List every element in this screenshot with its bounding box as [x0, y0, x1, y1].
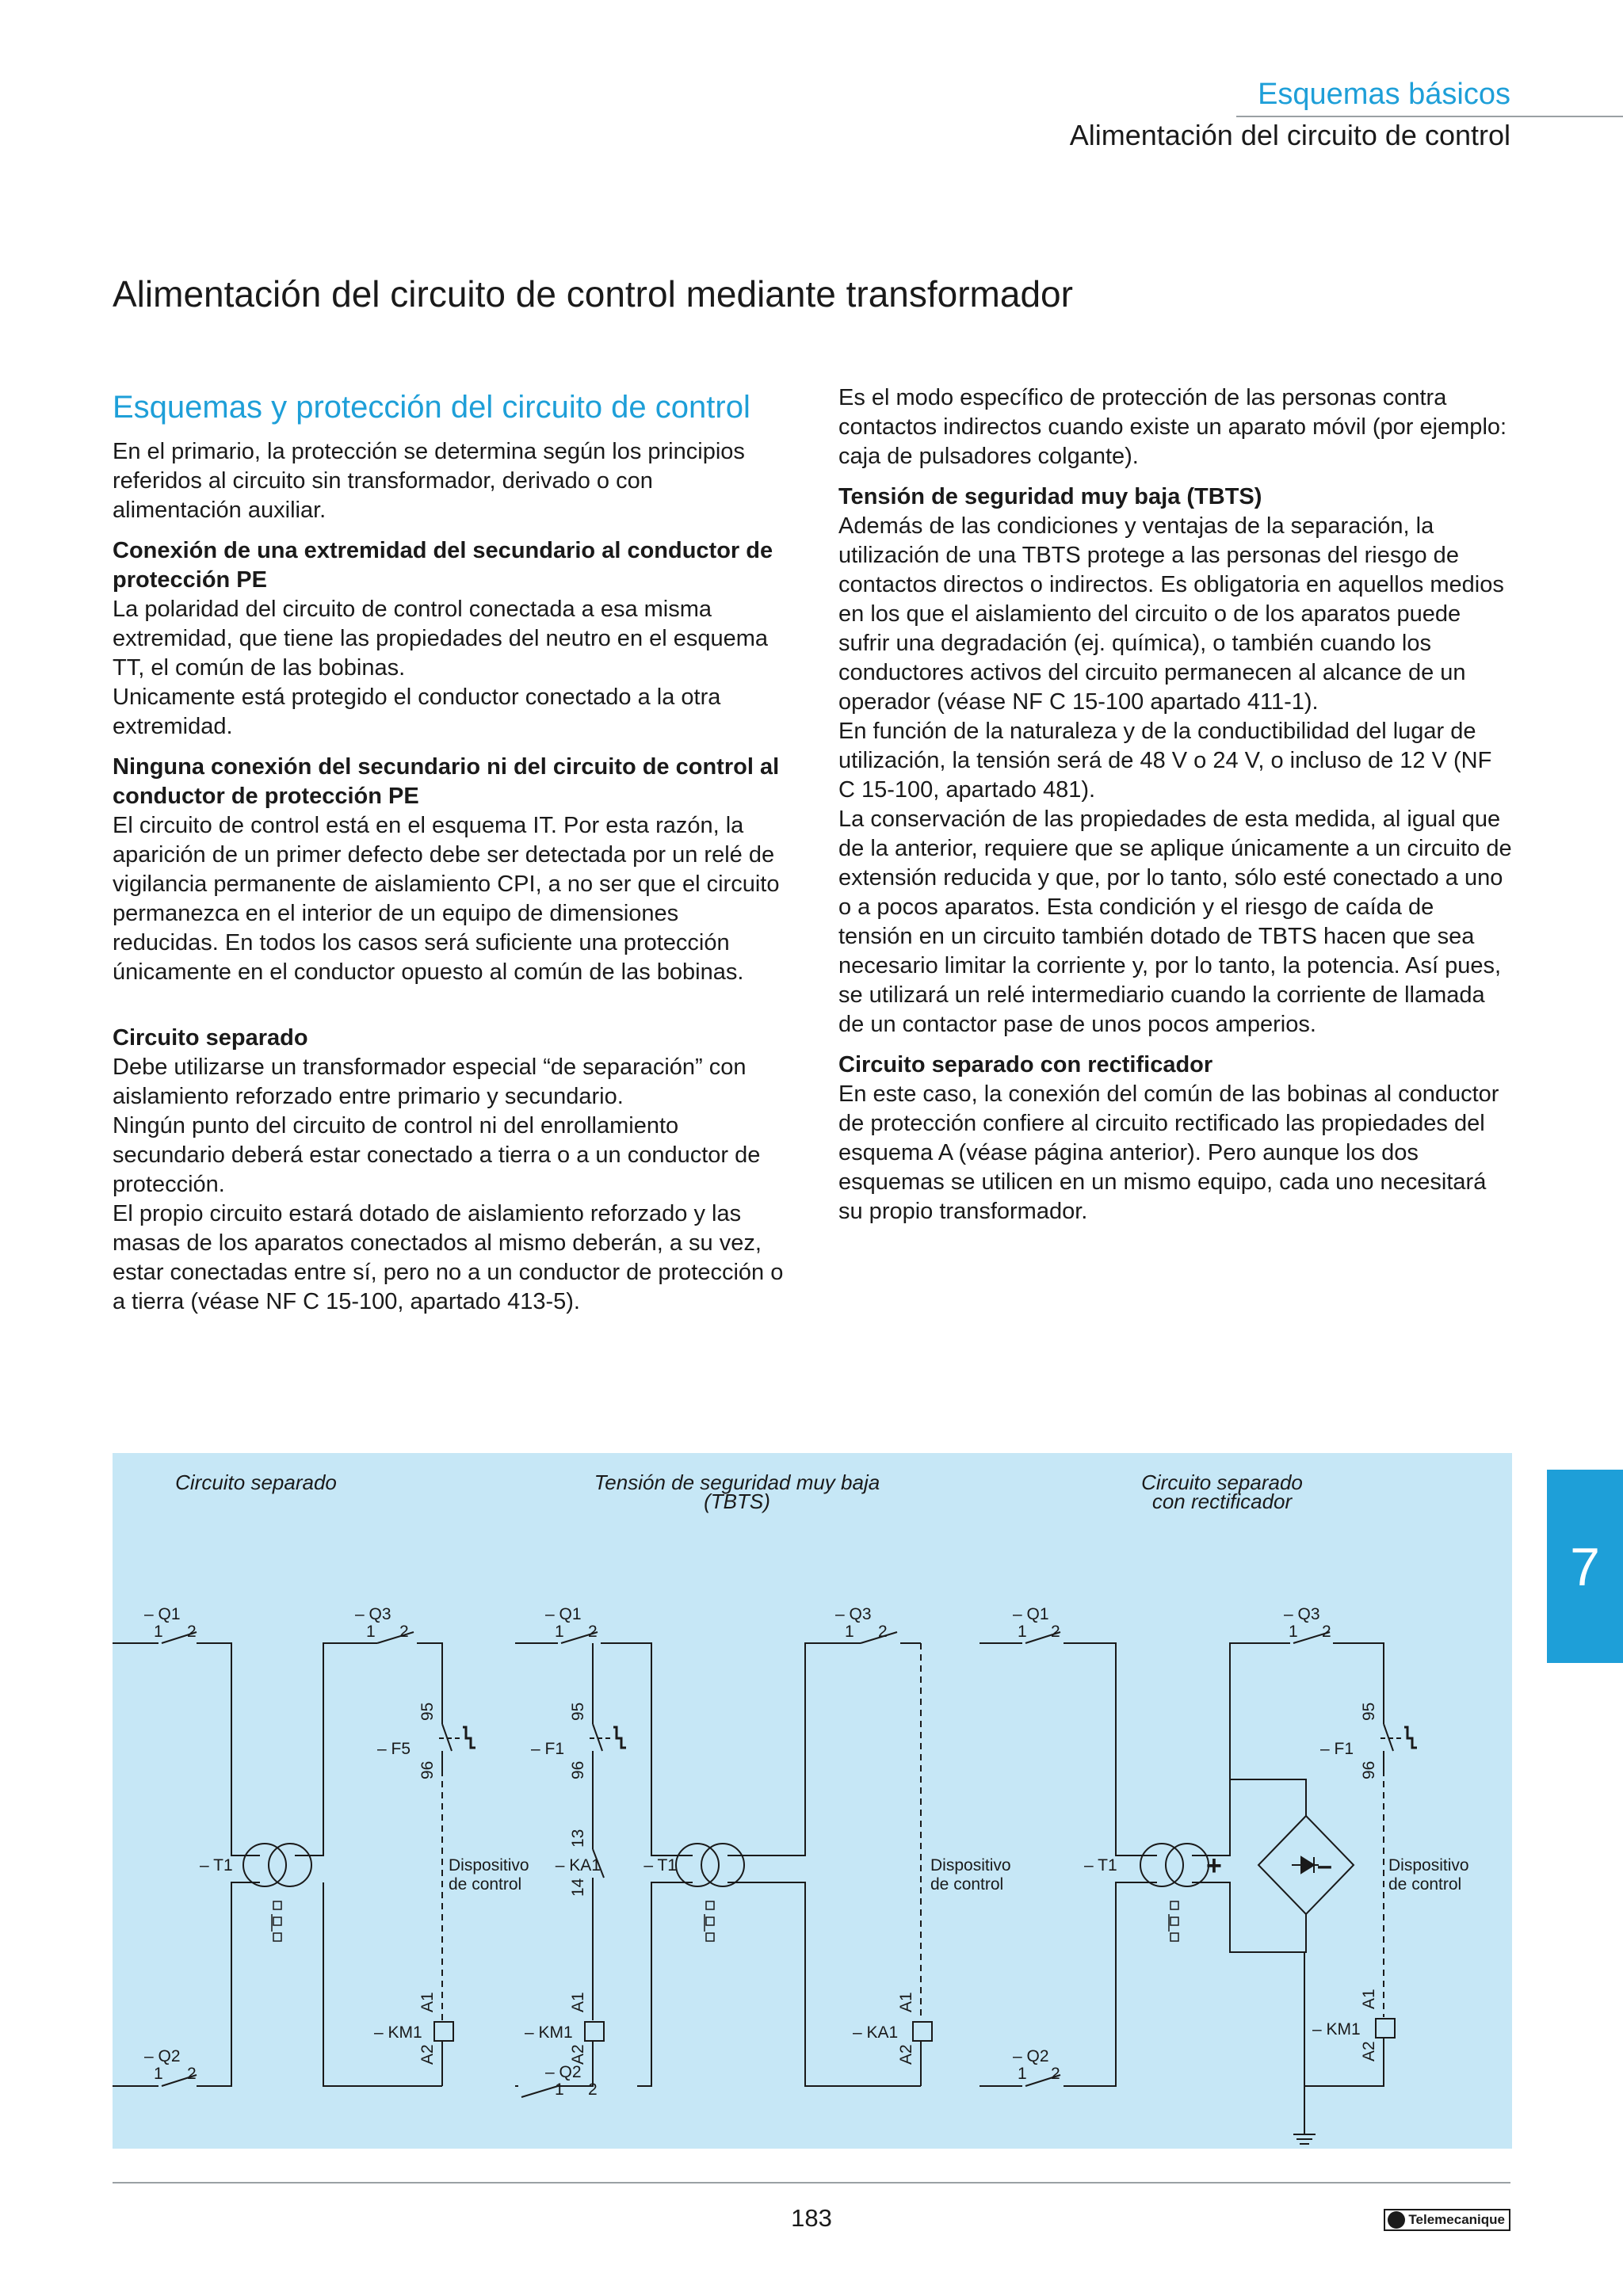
- right-column: [838, 383, 1512, 1226]
- svg-text:1: 1: [555, 2081, 564, 2099]
- paragraph: La polaridad del circuito de control conectada a esa misma extremidad, que tiene las propiedades del neutro en el esquema TT, el común de las bobinas.: [113, 597, 769, 681]
- svg-text:– T1: – T1: [200, 1856, 233, 1875]
- svg-text:–: –: [1317, 1851, 1332, 1881]
- svg-text:– F1: – F1: [531, 1740, 565, 1758]
- svg-text:2: 2: [1051, 1623, 1060, 1641]
- svg-text:2: 2: [588, 2081, 598, 2099]
- svg-text:de control: de control: [1388, 1875, 1462, 1894]
- svg-text:– T1: – T1: [643, 1856, 677, 1875]
- svg-text:– Q2: – Q2: [1013, 2047, 1049, 2065]
- paragraph: La conservación de las propiedades de esta medida, al igual que de la anterior, requiere que se aplique únicamente a un circuito de extensión reducida y que, por lo tanto, sólo esté conectado a uno o a pocos aparatos. Esta condición y el riesgo de caída de tensión en un circuito también dotado de TBTS hacen que sea necesario limitar la corriente y, por lo tanto, la potencia. Así pues, se utilizará un relé intermediario cuando la corriente de llamada de un contactor pase de unos pocos amperios.: [838, 807, 1512, 1037]
- subsection-title: Circuito separado con rectificador: [838, 1052, 1213, 1077]
- diagram-title: Circuito separado: [1141, 1470, 1303, 1494]
- svg-text:de control: de control: [449, 1875, 522, 1894]
- svg-text:1: 1: [845, 1623, 854, 1641]
- section-heading: Esquemas y protección del circuito de control: [113, 390, 750, 425]
- svg-text:A2: A2: [569, 2044, 587, 2065]
- paragraph: Además de las condiciones y ventajas de la separación, la utilización de una TBTS protege a las personas del riesgo de contactos directos o indirectos. Es obligatoria en aquellos medios en los que el aislamiento del circuito o de los aparatos puede sufrir una degradación (ej. química), o también cuando los conductores activos del circuito permanecen al alcance de un operador (véase NF C 15-100 apartado 411-1).: [838, 513, 1504, 715]
- paragraph: Unicamente está protegido el conductor conectado a la otra extremidad.: [113, 685, 721, 739]
- svg-text:2: 2: [588, 1623, 598, 1641]
- svg-text:2: 2: [187, 1623, 197, 1641]
- intro-paragraph: En el primario, la protección se determina según los principios referidos al circuito sin transformador, derivado o con alimentación auxiliar.: [113, 439, 745, 523]
- svg-text:– Q3: – Q3: [1284, 1605, 1320, 1623]
- svg-text:– KA1: – KA1: [555, 1856, 601, 1875]
- diagram-1-labels: [144, 1605, 529, 2083]
- diagram-rectificador: [980, 1632, 1417, 2144]
- svg-text:95: 95: [1360, 1702, 1378, 1721]
- svg-text:Dispositivo: Dispositivo: [930, 1856, 1011, 1875]
- svg-text:– KA1: – KA1: [853, 2023, 899, 2042]
- svg-text:2: 2: [1322, 1623, 1331, 1641]
- brand-logo: [1384, 2209, 1510, 2231]
- svg-text:– F1: – F1: [1320, 1740, 1354, 1758]
- diagram-title: con rectificador: [1151, 1489, 1293, 1513]
- svg-text:2: 2: [187, 2065, 197, 2083]
- paragraph: En este caso, la conexión del común de las bobinas al conductor de protección confiere al circuito rectificado las propiedades del esquema A (véase página anterior). Pero aunque los dos esquemas se utilicen en un mismo equipo, cada uno necesitará su propio transformador.: [838, 1081, 1499, 1224]
- header-subsection: Alimentación del circuito de control: [1069, 119, 1510, 151]
- paragraph: El circuito de control está en el esquema IT. Por esta razón, la aparición de un primer defecto debe ser detectada por un relé de vigilancia permanente de aislamiento CPI, a no ser que el circuito permanezca en el interior de un equipo de dimensiones reducidas. En todos los casos será suficiente una protección únicamente en el conductor opuesto al común de las bobinas.: [113, 813, 780, 985]
- svg-text:– Q1: – Q1: [144, 1605, 181, 1623]
- svg-text:A1: A1: [418, 1992, 437, 2012]
- paragraph: Es el modo específico de protección de las personas contra contactos indirectos cuando existe un aparato móvil (por ejemplo: caja de pulsadores colgante).: [838, 385, 1507, 469]
- svg-text:1: 1: [1289, 1623, 1298, 1641]
- svg-text:95: 95: [569, 1702, 587, 1721]
- svg-text:A1: A1: [569, 1992, 587, 2012]
- page-number: 183: [791, 2204, 832, 2232]
- chapter-tab[interactable]: [1547, 1470, 1623, 1663]
- chapter-number: 7: [1570, 1537, 1600, 1597]
- subsection-title: Ninguna conexión del secundario ni del circuito de control al conductor de protección PE: [113, 754, 780, 809]
- svg-text:A2: A2: [897, 2044, 915, 2065]
- svg-text:– Q1: – Q1: [545, 1605, 582, 1623]
- paragraph: Ningún punto del circuito de control ni del enrollamiento secundario deberá estar conectado a tierra o a un conductor de protección.: [113, 1113, 761, 1197]
- svg-text:1: 1: [154, 2065, 163, 2083]
- svg-text:2: 2: [399, 1623, 409, 1641]
- svg-text:– KM1: – KM1: [1312, 2020, 1361, 2039]
- svg-text:– Q3: – Q3: [835, 1605, 872, 1623]
- svg-text:Dispositivo: Dispositivo: [1388, 1856, 1469, 1875]
- svg-text:1: 1: [1018, 1623, 1027, 1641]
- svg-text:– F5: – F5: [377, 1740, 411, 1758]
- svg-text:14: 14: [569, 1878, 587, 1897]
- diagram-circuito-separado: [113, 1632, 475, 2086]
- svg-text:Dispositivo: Dispositivo: [449, 1856, 529, 1875]
- subsection-title: Conexión de una extremidad del secundario al conductor de protección PE: [113, 538, 773, 593]
- header-rule: [1236, 116, 1623, 117]
- subsection-title: Tensión de seguridad muy baja (TBTS): [838, 484, 1262, 509]
- svg-text:1: 1: [154, 1623, 163, 1641]
- diagram-title: (TBTS): [704, 1489, 770, 1513]
- svg-text:– Q3: – Q3: [355, 1605, 391, 1623]
- svg-text:– Q2: – Q2: [545, 2063, 582, 2081]
- brand-name: Telemecanique: [1408, 2212, 1505, 2227]
- diagram-title: Circuito separado: [175, 1470, 337, 1494]
- svg-text:A1: A1: [897, 1992, 915, 2012]
- svg-text:96: 96: [569, 1760, 587, 1779]
- svg-text:– KM1: – KM1: [525, 2023, 573, 2042]
- svg-text:A1: A1: [1360, 1989, 1378, 2009]
- svg-text:de control: de control: [930, 1875, 1004, 1894]
- svg-text:– Q2: – Q2: [144, 2047, 181, 2065]
- brand-mark-icon: [1388, 2211, 1405, 2229]
- diagram-3-labels: [1013, 1605, 1469, 2083]
- left-column: [113, 388, 786, 1317]
- circuit-diagrams: [113, 1453, 1512, 2149]
- paragraph: Debe utilizarse un transformador especial “de separación” con aislamiento reforzado entre primario y secundario.: [113, 1055, 747, 1109]
- svg-text:96: 96: [1360, 1760, 1378, 1779]
- diagram-title: Tensión de seguridad muy baja: [594, 1470, 880, 1494]
- paragraph: El propio circuito estará dotado de aislamiento reforzado y las masas de los aparatos conectados al mismo deberán, a su vez, estar conectadas entre sí, pero no a un conductor de protección o a tierra (véase NF C 15-100, apartado 413-5).: [113, 1201, 784, 1314]
- footer-rule: [113, 2182, 1510, 2183]
- svg-text:1: 1: [555, 1623, 564, 1641]
- svg-text:+: +: [1206, 1851, 1222, 1881]
- svg-text:2: 2: [878, 1623, 888, 1641]
- svg-text:– Q1: – Q1: [1013, 1605, 1049, 1623]
- svg-text:1: 1: [366, 1623, 376, 1641]
- svg-text:– KM1: – KM1: [374, 2023, 422, 2042]
- svg-text:96: 96: [418, 1760, 437, 1779]
- svg-text:A2: A2: [1360, 2041, 1378, 2061]
- paragraph: En función de la naturaleza y de la conductibilidad del lugar de utilización, la tensión será de 48 V o 24 V, o incluso de 12 V (NF C 15-100, apartado 481).: [838, 719, 1492, 803]
- svg-text:A2: A2: [418, 2044, 437, 2065]
- svg-text:1: 1: [1018, 2065, 1027, 2083]
- svg-text:– T1: – T1: [1084, 1856, 1117, 1875]
- subsection-title: Circuito separado: [113, 1025, 308, 1051]
- svg-text:13: 13: [569, 1829, 587, 1848]
- page-title: Alimentación del circuito de control mediante transformador: [113, 273, 1073, 315]
- header-section: Esquemas básicos: [1258, 78, 1510, 111]
- svg-text:2: 2: [1051, 2065, 1060, 2083]
- svg-text:95: 95: [418, 1702, 437, 1721]
